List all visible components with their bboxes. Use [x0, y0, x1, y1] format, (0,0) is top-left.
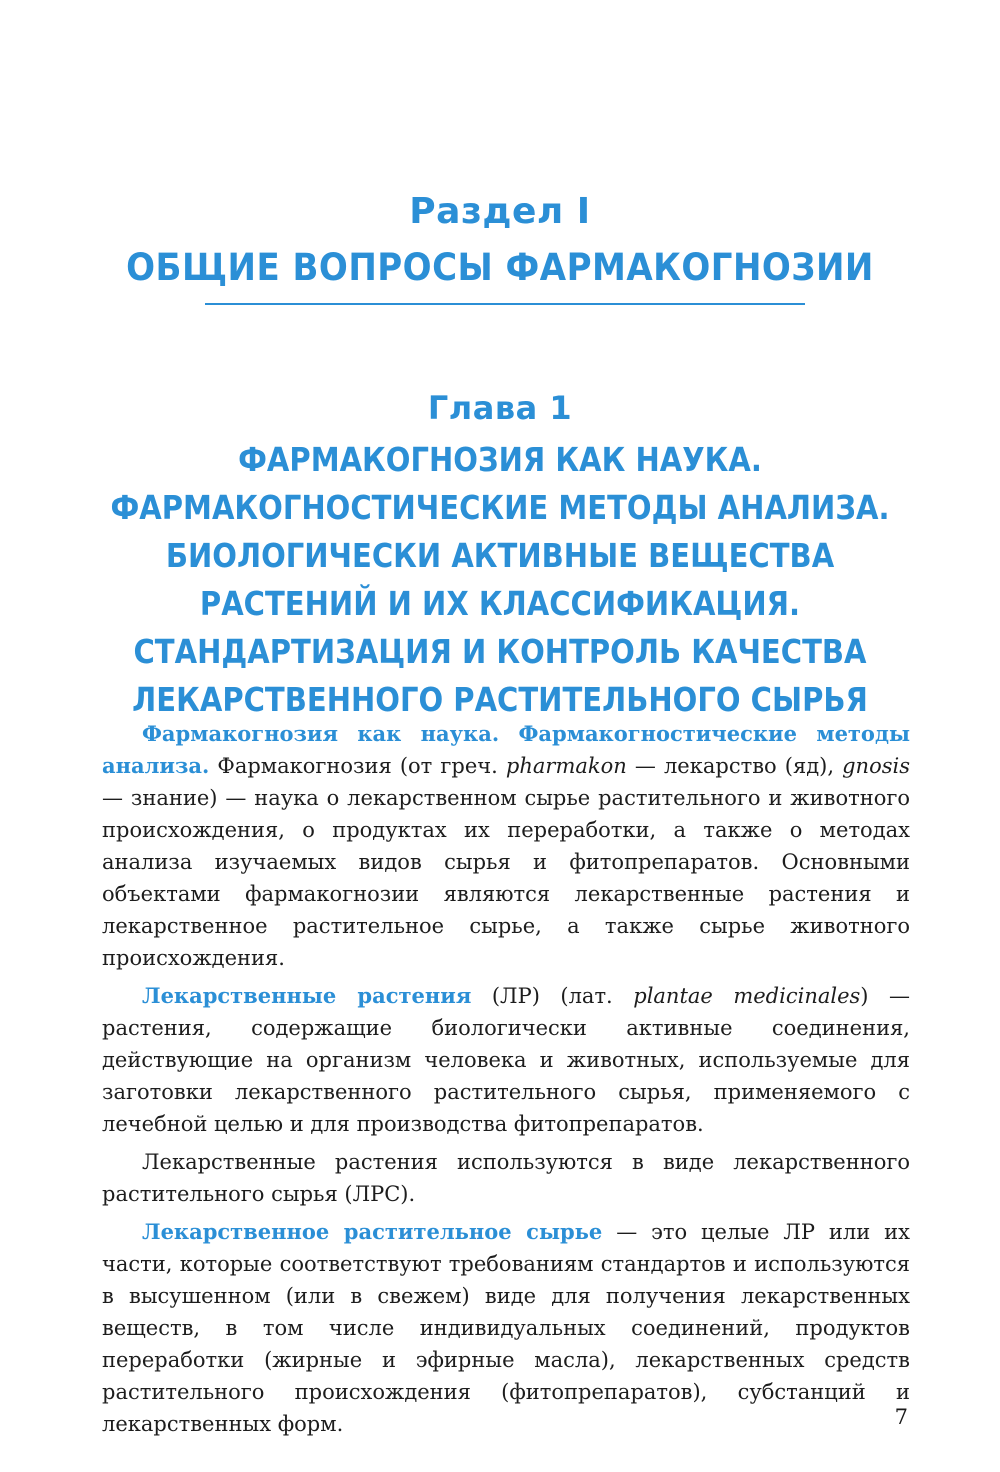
section-label: Раздел I: [409, 191, 591, 232]
chapter-title-line: ФАРМАКОГНОЗИЯ КАК НАУКА.: [238, 440, 762, 479]
chapter-title-line: РАСТЕНИЙ И ИХ КЛАССИФИКАЦИЯ.: [199, 584, 801, 623]
paragraph-text: (ЛР) (лат.: [471, 984, 634, 1008]
paragraph-text: Фармакогнозия (от греч.: [209, 754, 506, 778]
chapter-title-line: ФАРМАКОГНОСТИЧЕСКИЕ МЕТОДЫ АНАЛИЗА.: [110, 488, 890, 527]
paragraph-pharmacognosy: [102, 718, 910, 974]
term-medicinal-plants: Лекарственные растения: [142, 983, 472, 1008]
chapter-title-line: БИОЛОГИЧЕСКИ АКТИВНЫЕ ВЕЩЕСТВА: [165, 536, 835, 575]
body-text: [102, 718, 910, 1446]
chapter-label: Глава 1: [427, 389, 573, 427]
paragraph-text: — лекарство (яд),: [626, 754, 843, 778]
chapter-title: [60, 436, 940, 724]
chapter-title-line: СТАНДАРТИЗАЦИЯ И КОНТРОЛЬ КАЧЕСТВА: [133, 632, 867, 671]
paragraph-text: — знание) — наука о лекарственном сырье растительного и животного происхождения, о продуктах их переработки, а также о методах анализа изучаемых видов сырья и фитопрепаратов. Основными объектами фармакогнозии являются лекарственные растения и лекарственное растительное сырье, а также сырье животного происхождения.: [102, 786, 910, 970]
page-number: 7: [894, 1405, 908, 1429]
paragraph-text: — это целые ЛР или их части, которые соответствуют требованиям стандартов и используются в высушенном (или в свежем) виде для получения лекарственных веществ, в том числе индивидуальных соединений, продуктов переработки (жирные и эфирные масла), лекарственных средств растительного происхождения (фитопрепаратов), субстанций и лекарственных форм.: [102, 1220, 910, 1436]
term-raw-material: Лекарственное растительное сырье: [142, 1219, 603, 1244]
term-pharmacognosy: Фармакогнозия как наука. Фармакогностические методы анализа.: [102, 721, 910, 778]
section-title: ОБЩИЕ ВОПРОСЫ ФАРМАКОГНОЗИИ: [126, 246, 874, 289]
paragraph-text: ) — растения, содержащие биологически активные соединения, действующие на организм человека и животных, используемые для заготовки лекарственного растительного сырья, применяемого с лечебной целью и для производства фитопрепаратов.: [102, 984, 910, 1136]
latin-term: plantae medicinales: [633, 984, 861, 1008]
latin-term: pharmakon: [505, 754, 627, 778]
paragraph-raw-material: [102, 1216, 910, 1440]
chapter-title-line: ЛЕКАРСТВЕННОГО РАСТИТЕЛЬНОГО СЫРЬЯ: [132, 680, 868, 719]
paragraph-medicinal-plants: [102, 980, 910, 1140]
section-divider: [205, 303, 805, 305]
paragraph-text: Лекарственные растения используются в виде лекарственного растительного сырья (ЛРС).: [102, 1150, 910, 1206]
paragraph-lrs-usage: [102, 1146, 910, 1210]
latin-term: gnosis: [842, 754, 910, 778]
